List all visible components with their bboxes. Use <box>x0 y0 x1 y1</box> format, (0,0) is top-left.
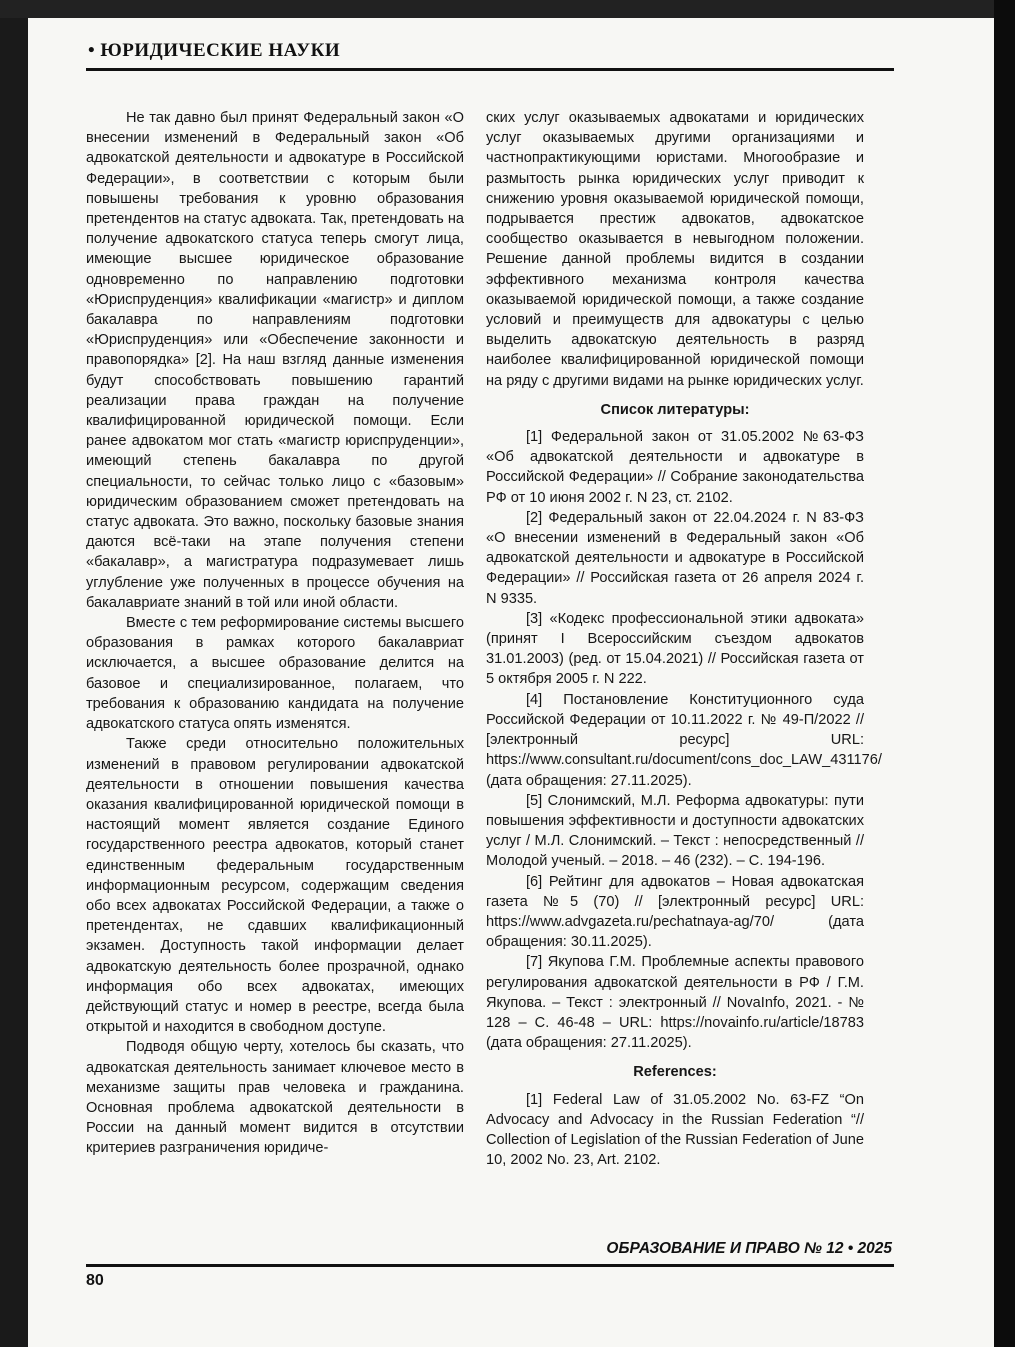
body-paragraph: Подводя общую черту, хотелось бы сказать, что адвокатская деятельность занимает ключевое место в механизме защиты прав человека и гражданина. Основная проблема адвокатской деятельности в России на данный момент видится в отсутствии критериев разграничения юридиче- <box>86 1039 464 1157</box>
bibliography-entry: [5] Слонимский, М.Л. Реформа адвокатуры: пути повышения эффективности и доступности адвокатских услуг / М.Л. Слонимский. – Текст : непосредственный // Молодой ученый. – 2018. – 46 (232). – С. 194-196. <box>486 792 864 870</box>
page-number: 80 <box>86 1272 104 1289</box>
bibliography-entry: [1] Федеральной закон от 31.05.2002 №63-ФЗ «Об адвокатской деятельности и адвокатуре в Российской Федерации» // Собрание законодательства РФ от 10 июня 2002 г. N 23, ст. 2102. <box>486 429 864 506</box>
bibliography-entry: [4] Постановление Конституционного суда Российской Федерации от 10.11.2022 г. № 49-П/2022 // [электронный ресурс] URL: https://www.consultant.ru/document/cons_doc_LAW_431176/ (дата обращения: 27.11.2025). <box>486 691 882 789</box>
body-paragraph: Вместе с тем реформирование системы высшего образования в рамках которого бакалавриат исключается, а высшее образование делится на базовое и специализированное, полагаем, что требования к образованию кандидата на получение адвокатского статуса опять изменятся. <box>86 615 464 733</box>
bibliography-heading: Список литературы: <box>600 401 750 418</box>
journal-title: ОБРАЗОВАНИЕ И ПРАВО № 12 • 2025 <box>606 1240 892 1257</box>
bibliography-entry: [7] Якупова Г.М. Проблемные аспекты правового регулирования адвокатской деятельности в РФ / Г.М. Якупова. – Текст : электронный // NovaInfo, 2021. - № 128 – С. 46-48 – URL: https://novainfo.ru/article/18783 (дата обращения: 27.11.2025). <box>486 954 864 1052</box>
footer-divider <box>86 1264 894 1267</box>
header-divider <box>86 68 894 71</box>
references-heading: References: <box>633 1064 717 1081</box>
scan-top-shadow <box>0 0 1015 18</box>
bibliography-list <box>486 427 882 1053</box>
bibliography-entry: [6] Рейтинг для адвокатов – Новая адвокатская газета №5 (70) // [электронный ресурс] URL: https://www.advgazeta.ru/pechatnaya-ag/70/ (дата обращения: 30.11.2025). <box>486 873 864 951</box>
body-paragraph-continuation: ских услуг оказываемых адвокатами и юридических услуг оказываемых другими организациями и частнопрактикующими юристами. Многообразие и размытость рынка юридических услуг приводит к снижению уровня оказываемой юридической помощи, подрывается престиж адвокатов, адвокатское сообщество оказывается в невыгодном положении. Решение данной проблемы видится в создании эффективного механизма контроля качества оказываемой юридической помощи, а также создание условий и преимуществ для адвокатуры с целью выделить адвокатскую деятельность в разряд наиболее квалифицированной юридической помощи на ряду с другими видами на рынке юридических услуг. <box>486 110 864 389</box>
scan-right-edge <box>994 0 1015 1347</box>
bibliography-entry: [2] Федеральный закон от 22.04.2024 г. N 83-ФЗ «О внесении изменений в Федеральный закон «Об адвокатской деятельности и адвокатуре в Российской Федерации» // Российская газета от 26 апреля 2024 г. N 9335. <box>486 509 864 607</box>
body-paragraph: Не так давно был принят Федеральный закон «О внесении изменений в Федеральный закон «Об адвокатской деятельности и адвокатуре в Российской Федерации», в соответствии с которым были повышены требования к уровню образования претендентов на статус адвоката. Так, претендовать на получение адвокатского статуса теперь смогут лица, имеющие высшее юридическое образование одновременно по направлению подготовки «Юриспруденция» квалификации «магистр» и диплом бакалавра по направлениям подготовки «Юриспруденция» или «Обеспечение законности и правопорядка» [2]. На наш взгляд данные изменения будут способствовать повышению гарантий реализации права граждан на получение квалифицированной юридической помощи. Если ранее адвокатом мог стать «магистр юриспруденции», имеющий степень бакалавра по другой специальности, то сейчас только лицо с «базовым» юридическим образованием сможет претендовать на статус адвоката. Это важно, поскольку базовые знания даются всё-таки на этапе получения степени «бакалавр», а магистратура подразумевает лишь углубление уже полученных в процессе обучения на бакалавриате знаний в той или иной области. <box>86 110 464 611</box>
right-column <box>486 108 882 1170</box>
bibliography-entry: [3] «Кодекс профессиональной этики адвоката» (принят I Всероссийским съездом адвокатов 31.01.2003) (ред. от 15.04.2021) // Российская газета от 5 октября 2005 г. N 222. <box>486 610 864 688</box>
body-paragraph: Также среди относительно положительных изменений в правовом регулировании адвокатской деятельности в отношении повышения качества оказания квалифицированной юридической помощи в настоящий момент является создание Единого государственного реестра адвокатов, который станет единственным федеральным государственным информационным ресурсом, содержащим сведения обо всех адвокатах Российской Федерации, а также о претендентах, не сдавших квалификационный экзамен. Доступность такой информации делает адвокатскую деятельность более прозрачной, однако информация обо всех адвокатах, имеющих действующий статус и номер в реестре, всегда была открытой и находится в свободном доступе. <box>86 736 464 1036</box>
reference-entry: [1] Federal Law of 31.05.2002 No. 63-FZ “On Advocacy and Advocacy in the Russian Federation “// Collection of Legislation of the Russian Federation of June 10, 2002 No. 23, Art. 2102. <box>486 1091 864 1169</box>
section-title: • ЮРИДИЧЕСКИЕ НАУКИ <box>88 40 341 61</box>
references-list <box>486 1090 864 1171</box>
left-column <box>86 108 464 1159</box>
